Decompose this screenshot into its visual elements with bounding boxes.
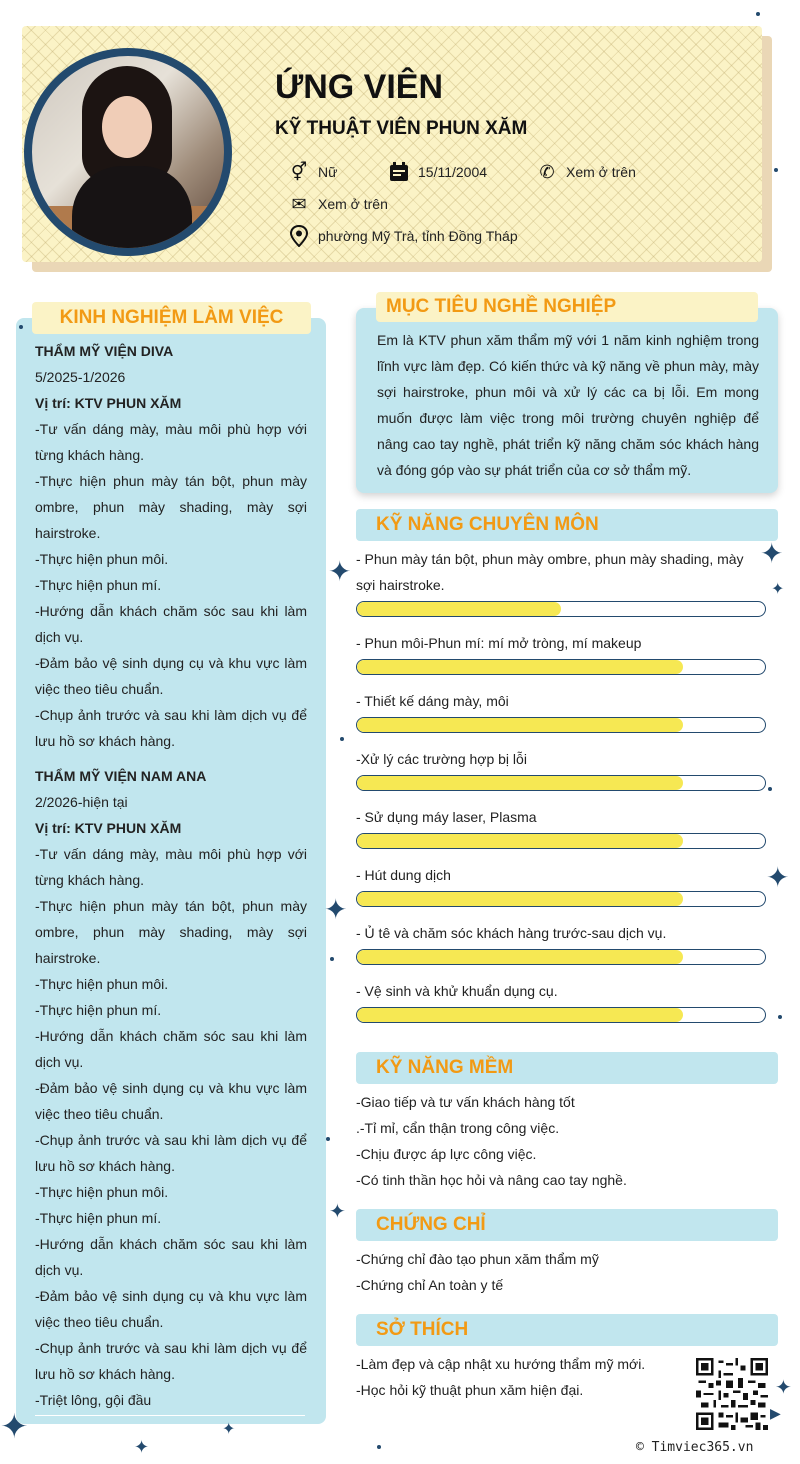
skill-bar-fill: [357, 892, 683, 906]
dot: [768, 787, 772, 791]
skill-bar-fill: [357, 602, 561, 616]
qr-code[interactable]: [696, 1358, 768, 1430]
skill-label: - Vệ sinh và khử khuẩn dụng cụ.: [356, 983, 558, 999]
skill-bar: [356, 1007, 766, 1023]
pro-skills-title: KỸ NĂNG CHUYÊN MÔN: [356, 509, 778, 541]
job-duty: -Thực hiện phun mí.: [35, 1002, 162, 1018]
skill-label: - Ủ tê và chăm sóc khách hàng trước-sau dịch vụ.: [356, 925, 667, 941]
star-icon: ✦: [775, 1377, 792, 1399]
address-info: [288, 225, 518, 247]
job-duty: -Tư vấn dáng mày, màu môi phù hợp với từng khách hàng.: [35, 421, 307, 463]
candidate-role: KỸ THUẬT VIÊN PHUN XĂM: [275, 118, 528, 139]
gender-info: [288, 161, 337, 183]
job-period: 2/2026-hiện tại: [35, 794, 128, 810]
star-icon: ▶: [770, 1405, 781, 1421]
objective-title: MỤC TIÊU NGHỀ NGHIỆP: [376, 292, 758, 322]
objective-text: Em là KTV phun xăm thẩm mỹ với 1 năm kinh nghiệm trong lĩnh vực làm đẹp. Có kiến thức và kỹ năng về phun mày, mày sợi hairstroke, phun môi và xử lý các ca bị lỗi. Em mong muốn được làm việc trong môi trường chuyên nghiệp để nâng cao tay nghề, phát triển kỹ năng chăm sóc khách hàng và đóng góp vào sự phát triển của cơ sở thẩm mỹ.: [377, 332, 759, 478]
certificates-title: CHỨNG CHỈ: [356, 1209, 778, 1241]
star-icon: ✦: [328, 556, 352, 587]
star-icon: ✦: [324, 894, 348, 925]
address-value: phường Mỹ Trà, tỉnh Đồng Tháp: [318, 228, 518, 244]
star-icon: ✦: [222, 1421, 236, 1438]
hobby-item: -Học hỏi kỹ thuật phun xăm hiện đại.: [356, 1382, 584, 1398]
star-icon: ✦: [134, 1437, 150, 1457]
birthday-value: 15/11/2004: [418, 164, 488, 180]
skill-label: - Phun môi-Phun mí: mí mở tròng, mí makeup: [356, 635, 642, 651]
candidate-name: ỨNG VIÊN: [275, 68, 444, 106]
skill-bar-fill: [357, 1008, 683, 1022]
certificate-item: -Chứng chỉ đào tạo phun xăm thẩm mỹ: [356, 1251, 599, 1267]
job-duty: -Thực hiện phun mí.: [35, 1210, 162, 1226]
gender-icon: ⚥: [290, 161, 308, 182]
job-duty: -Đảm bảo vệ sinh dụng cụ và khu vực làm việc theo tiêu chuẩn.: [35, 655, 307, 697]
job-duty: -Chụp ảnh trước và sau khi làm dịch vụ để lưu hồ sơ khách hàng.: [35, 1340, 307, 1382]
job-duty: -Hướng dẫn khách chăm sóc sau khi làm dịch vụ.: [35, 603, 307, 645]
skill-label: - Thiết kế dáng mày, môi: [356, 693, 509, 709]
experience-title: KINH NGHIỆM LÀM VIỆC: [32, 302, 311, 334]
divider: [35, 1415, 305, 1416]
dot: [778, 1015, 782, 1019]
dot: [774, 168, 778, 172]
phone-icon: ✆: [539, 161, 555, 182]
skill-bar-fill: [357, 660, 683, 674]
skill-bar: [356, 949, 766, 965]
skill-bar: [356, 601, 766, 617]
dot: [19, 325, 23, 329]
skill-bar-fill: [357, 834, 683, 848]
job-duty: -Hướng dẫn khách chăm sóc sau khi làm dịch vụ.: [35, 1028, 307, 1070]
skill-bar: [356, 659, 766, 675]
dot: [330, 957, 334, 961]
job-duty: -Hướng dẫn khách chăm sóc sau khi làm dịch vụ.: [35, 1236, 307, 1278]
soft-skills-title: KỸ NĂNG MỀM: [356, 1052, 778, 1084]
job-duty: -Đảm bảo vệ sinh dụng cụ và khu vực làm việc theo tiêu chuẩn.: [35, 1288, 307, 1330]
soft-skill-item: -Giao tiếp và tư vấn khách hàng tốt: [356, 1094, 575, 1110]
job-duty: -Thực hiện phun môi.: [35, 976, 169, 992]
skill-bar-fill: [357, 776, 683, 790]
gender-value: Nữ: [318, 164, 338, 180]
birthday-info: [388, 161, 487, 183]
job-duty: -Đảm bảo vệ sinh dụng cụ và khu vực làm việc theo tiêu chuẩn.: [35, 1080, 307, 1122]
skill-bar-fill: [357, 718, 683, 732]
email-value: Xem ở trên: [318, 196, 388, 212]
job-company: THẨM MỸ VIỆN NAM ANA: [35, 768, 207, 784]
job-duty: -Thực hiện phun môi.: [35, 1184, 169, 1200]
footer-copyright: © Timviec365.vn: [636, 1440, 754, 1455]
skill-bar-fill: [357, 950, 683, 964]
star-icon: ✦: [329, 1201, 346, 1223]
certificate-item: -Chứng chỉ An toàn y tế: [356, 1277, 504, 1293]
job-period: 5/2025-1/2026: [35, 369, 126, 385]
phone-value: Xem ở trên: [566, 164, 636, 180]
job-company: THẨM MỸ VIỆN DIVA: [35, 343, 174, 359]
soft-skill-item: .-Tỉ mỉ, cẩn thận trong công việc.: [356, 1120, 560, 1136]
envelope-icon: ✉: [291, 193, 307, 214]
job-duty: -Tư vấn dáng mày, màu môi phù hợp với từng khách hàng.: [35, 846, 307, 888]
map-pin-icon: [288, 225, 310, 247]
email-info: [288, 193, 388, 215]
dot: [756, 12, 760, 16]
skill-bar: [356, 717, 766, 733]
skill-bar: [356, 833, 766, 849]
skill-bar: [356, 775, 766, 791]
job-duty: -Thực hiện phun mày tán bột, phun mày ombre, phun mày shading, mày sợi hairstroke.: [35, 473, 307, 541]
star-icon: ✦: [0, 1408, 29, 1446]
star-icon: ✦: [766, 862, 790, 893]
phone-info: [536, 161, 636, 183]
soft-skill-item: -Chịu được áp lực công việc.: [356, 1146, 537, 1162]
skill-label: - Sử dụng máy laser, Plasma: [356, 809, 537, 825]
job-duty: -Triệt lông, gội đầu: [35, 1392, 152, 1408]
job-duty: -Thực hiện phun môi.: [35, 551, 169, 567]
job-1: [35, 338, 307, 754]
skill-label: -Xử lý các trường hợp bị lỗi: [356, 751, 527, 767]
job-duty: -Thực hiện phun mày tán bột, phun mày ombre, phun mày shading, mày sợi hairstroke.: [35, 898, 307, 966]
job-2: [35, 763, 307, 1413]
job-duty: -Thực hiện phun mí.: [35, 577, 162, 593]
dot: [377, 1445, 381, 1449]
hobbies-title: SỞ THÍCH: [356, 1314, 778, 1346]
star-icon: ✦: [771, 581, 785, 598]
dot: [326, 1137, 330, 1141]
job-duty: -Chụp ảnh trước và sau khi làm dịch vụ để lưu hồ sơ khách hàng.: [35, 1132, 307, 1174]
star-icon: ✦: [760, 538, 784, 569]
dot: [340, 737, 344, 741]
soft-skill-item: -Có tinh thần học hỏi và nâng cao tay nghề.: [356, 1172, 627, 1188]
skill-bar: [356, 891, 766, 907]
skill-label: - Hút dung dịch: [356, 867, 451, 883]
skill-label: - Phun mày tán bột, phun mày ombre, phun mày shading, mày sợi hairstroke.: [356, 551, 744, 593]
hobby-item: -Làm đẹp và cập nhật xu hướng thẩm mỹ mới.: [356, 1356, 646, 1372]
job-duty: -Chụp ảnh trước và sau khi làm dịch vụ để lưu hồ sơ khách hàng.: [35, 707, 307, 749]
job-position: Vị trí: KTV PHUN XĂM: [35, 820, 182, 836]
calendar-icon: [388, 161, 410, 183]
avatar: [24, 48, 232, 256]
job-position: Vị trí: KTV PHUN XĂM: [35, 395, 182, 411]
